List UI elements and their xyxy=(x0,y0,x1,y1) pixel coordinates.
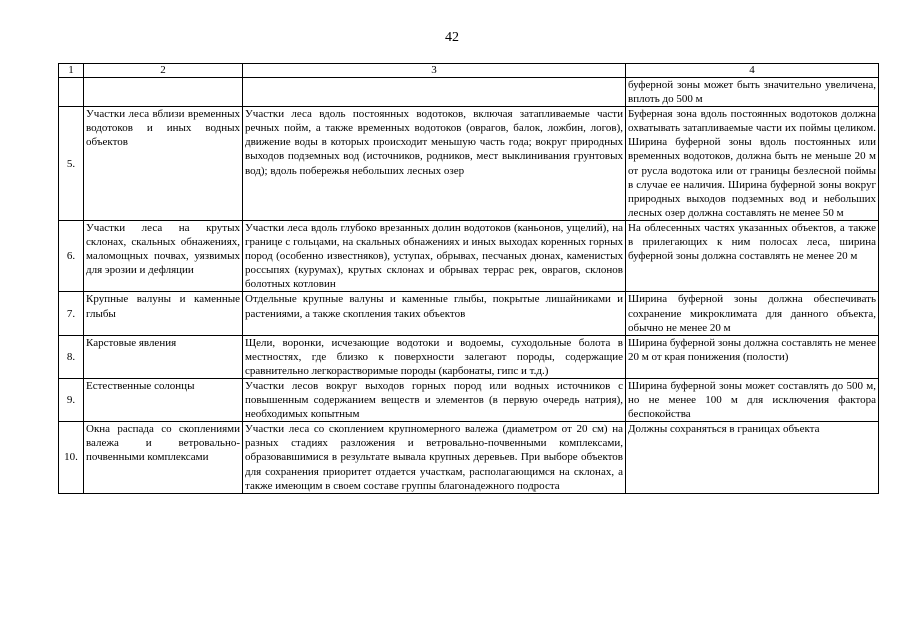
object-cell: Естественные солонцы xyxy=(84,378,243,421)
object-cell: Окна распада со скоплениями валежа и ветровально-почвенными комплексами xyxy=(84,422,243,493)
object-cell: Участки леса на крутых склонах, скальных обнажениях, маломощных почвах, уязвимых для эрозии и дефляции xyxy=(84,220,243,291)
table-row xyxy=(59,107,879,221)
buffer-cell: На облесенных частях указанных объектов, а также в прилегающих к ним полосах леса, ширина буферной зоны должна составлять не менее 20 м xyxy=(626,220,879,291)
forest-objects-table xyxy=(58,63,879,494)
row-number: 5. xyxy=(59,107,84,221)
buffer-cell: Ширина буферной зоны должна составлять не менее 20 м от края понижения (полости) xyxy=(626,335,879,378)
description-cell: Участки леса вдоль постоянных водотоков, включая затапливаемые части речных пойм, а также временных водотоков (оврагов, балок, ложбин, логов), движение воды в которых происходит меньшую часть года; вокруг природных выходов подземных вод (источников, родников, мест выклинивания грунтовых вод); вдоль побережья небольших лесных озер xyxy=(243,107,626,221)
buffer-cell: Ширина буферной зоны может составлять до 500 м, но не менее 100 м для исключения фактора беспокойства xyxy=(626,378,879,421)
table-row xyxy=(59,335,879,378)
buffer-cell: Ширина буферной зоны должна обеспечивать сохранение микроклимата для данного объекта, обычно не менее 20 м xyxy=(626,292,879,335)
buffer-cell: буферной зоны может быть значительно увеличена, вплоть до 500 м xyxy=(626,78,879,107)
table-row xyxy=(59,78,879,107)
description-cell: Участки леса вдоль глубоко врезанных долин водотоков (каньонов, ущелий), на границе с гольцами, на скальных обнажениях и иных выходах коренных горных пород (особенно известняков), уступах, обрывах, песчаных дюнах, каменистых россыпях (курумах), крутых склонах и обрывах террас рек, оврагов, склонов болотных котловин xyxy=(243,220,626,291)
column-header: 4 xyxy=(626,64,879,78)
row-number: 7. xyxy=(59,292,84,335)
description-cell: Отдельные крупные валуны и каменные глыбы, покрытые лишайниками и растениями, а также скопления таких объектов xyxy=(243,292,626,335)
column-header: 1 xyxy=(59,64,84,78)
row-number: 10. xyxy=(59,422,84,493)
row-number xyxy=(59,78,84,107)
buffer-cell: Буферная зона вдоль постоянных водотоков должна охватывать затапливаемые части их поймы целиком. Ширина буферной зоны вдоль постоянных или временных водотоков, должна быть не меньше 20 м от русла водотока или от границы безлесной поймы в случае ее наличия. Ширина буферной зоны вокруг природных выходов подземных вод и небольших лесных озер должна составлять не менее 50 м xyxy=(626,107,879,221)
page-number: 42 xyxy=(445,30,459,45)
object-cell xyxy=(84,78,243,107)
table-row xyxy=(59,220,879,291)
column-header: 3 xyxy=(243,64,626,78)
description-cell: Участки лесов вокруг выходов горных пород или водных источников с повышенным содержанием веществ и элементов (в первую очередь натрия), необходимых копытным xyxy=(243,378,626,421)
row-number: 6. xyxy=(59,220,84,291)
buffer-cell: Должны сохраняться в границах объекта xyxy=(626,422,879,493)
object-cell: Крупные валуны и каменные глыбы xyxy=(84,292,243,335)
object-cell: Карстовые явления xyxy=(84,335,243,378)
column-header: 2 xyxy=(84,64,243,78)
table-row xyxy=(59,422,879,493)
description-cell: Щели, воронки, исчезающие водотоки и водоемы, суходольные болота в местностях, где близко к поверхности залегают породы, содержащие сравнительно легкорастворимые породы (карбонаты, гипс и т.д.) xyxy=(243,335,626,378)
object-cell: Участки леса вблизи временных водотоков и иных водных объектов xyxy=(84,107,243,221)
table-row xyxy=(59,292,879,335)
description-cell xyxy=(243,78,626,107)
column-number-row xyxy=(59,64,879,78)
table-row xyxy=(59,378,879,421)
row-number: 9. xyxy=(59,378,84,421)
description-cell: Участки леса со скоплением крупномерного валежа (диаметром от 20 см) на разных стадиях разложения и ветровально-почвенными комплексами, образовавшимися в результате вывала крупных деревьев. При выборе объектов для сохранения приоритет отдается участкам, располагающимся на склонах, а также имеющим в своем составе группы благонадежного подроста xyxy=(243,422,626,493)
row-number: 8. xyxy=(59,335,84,378)
